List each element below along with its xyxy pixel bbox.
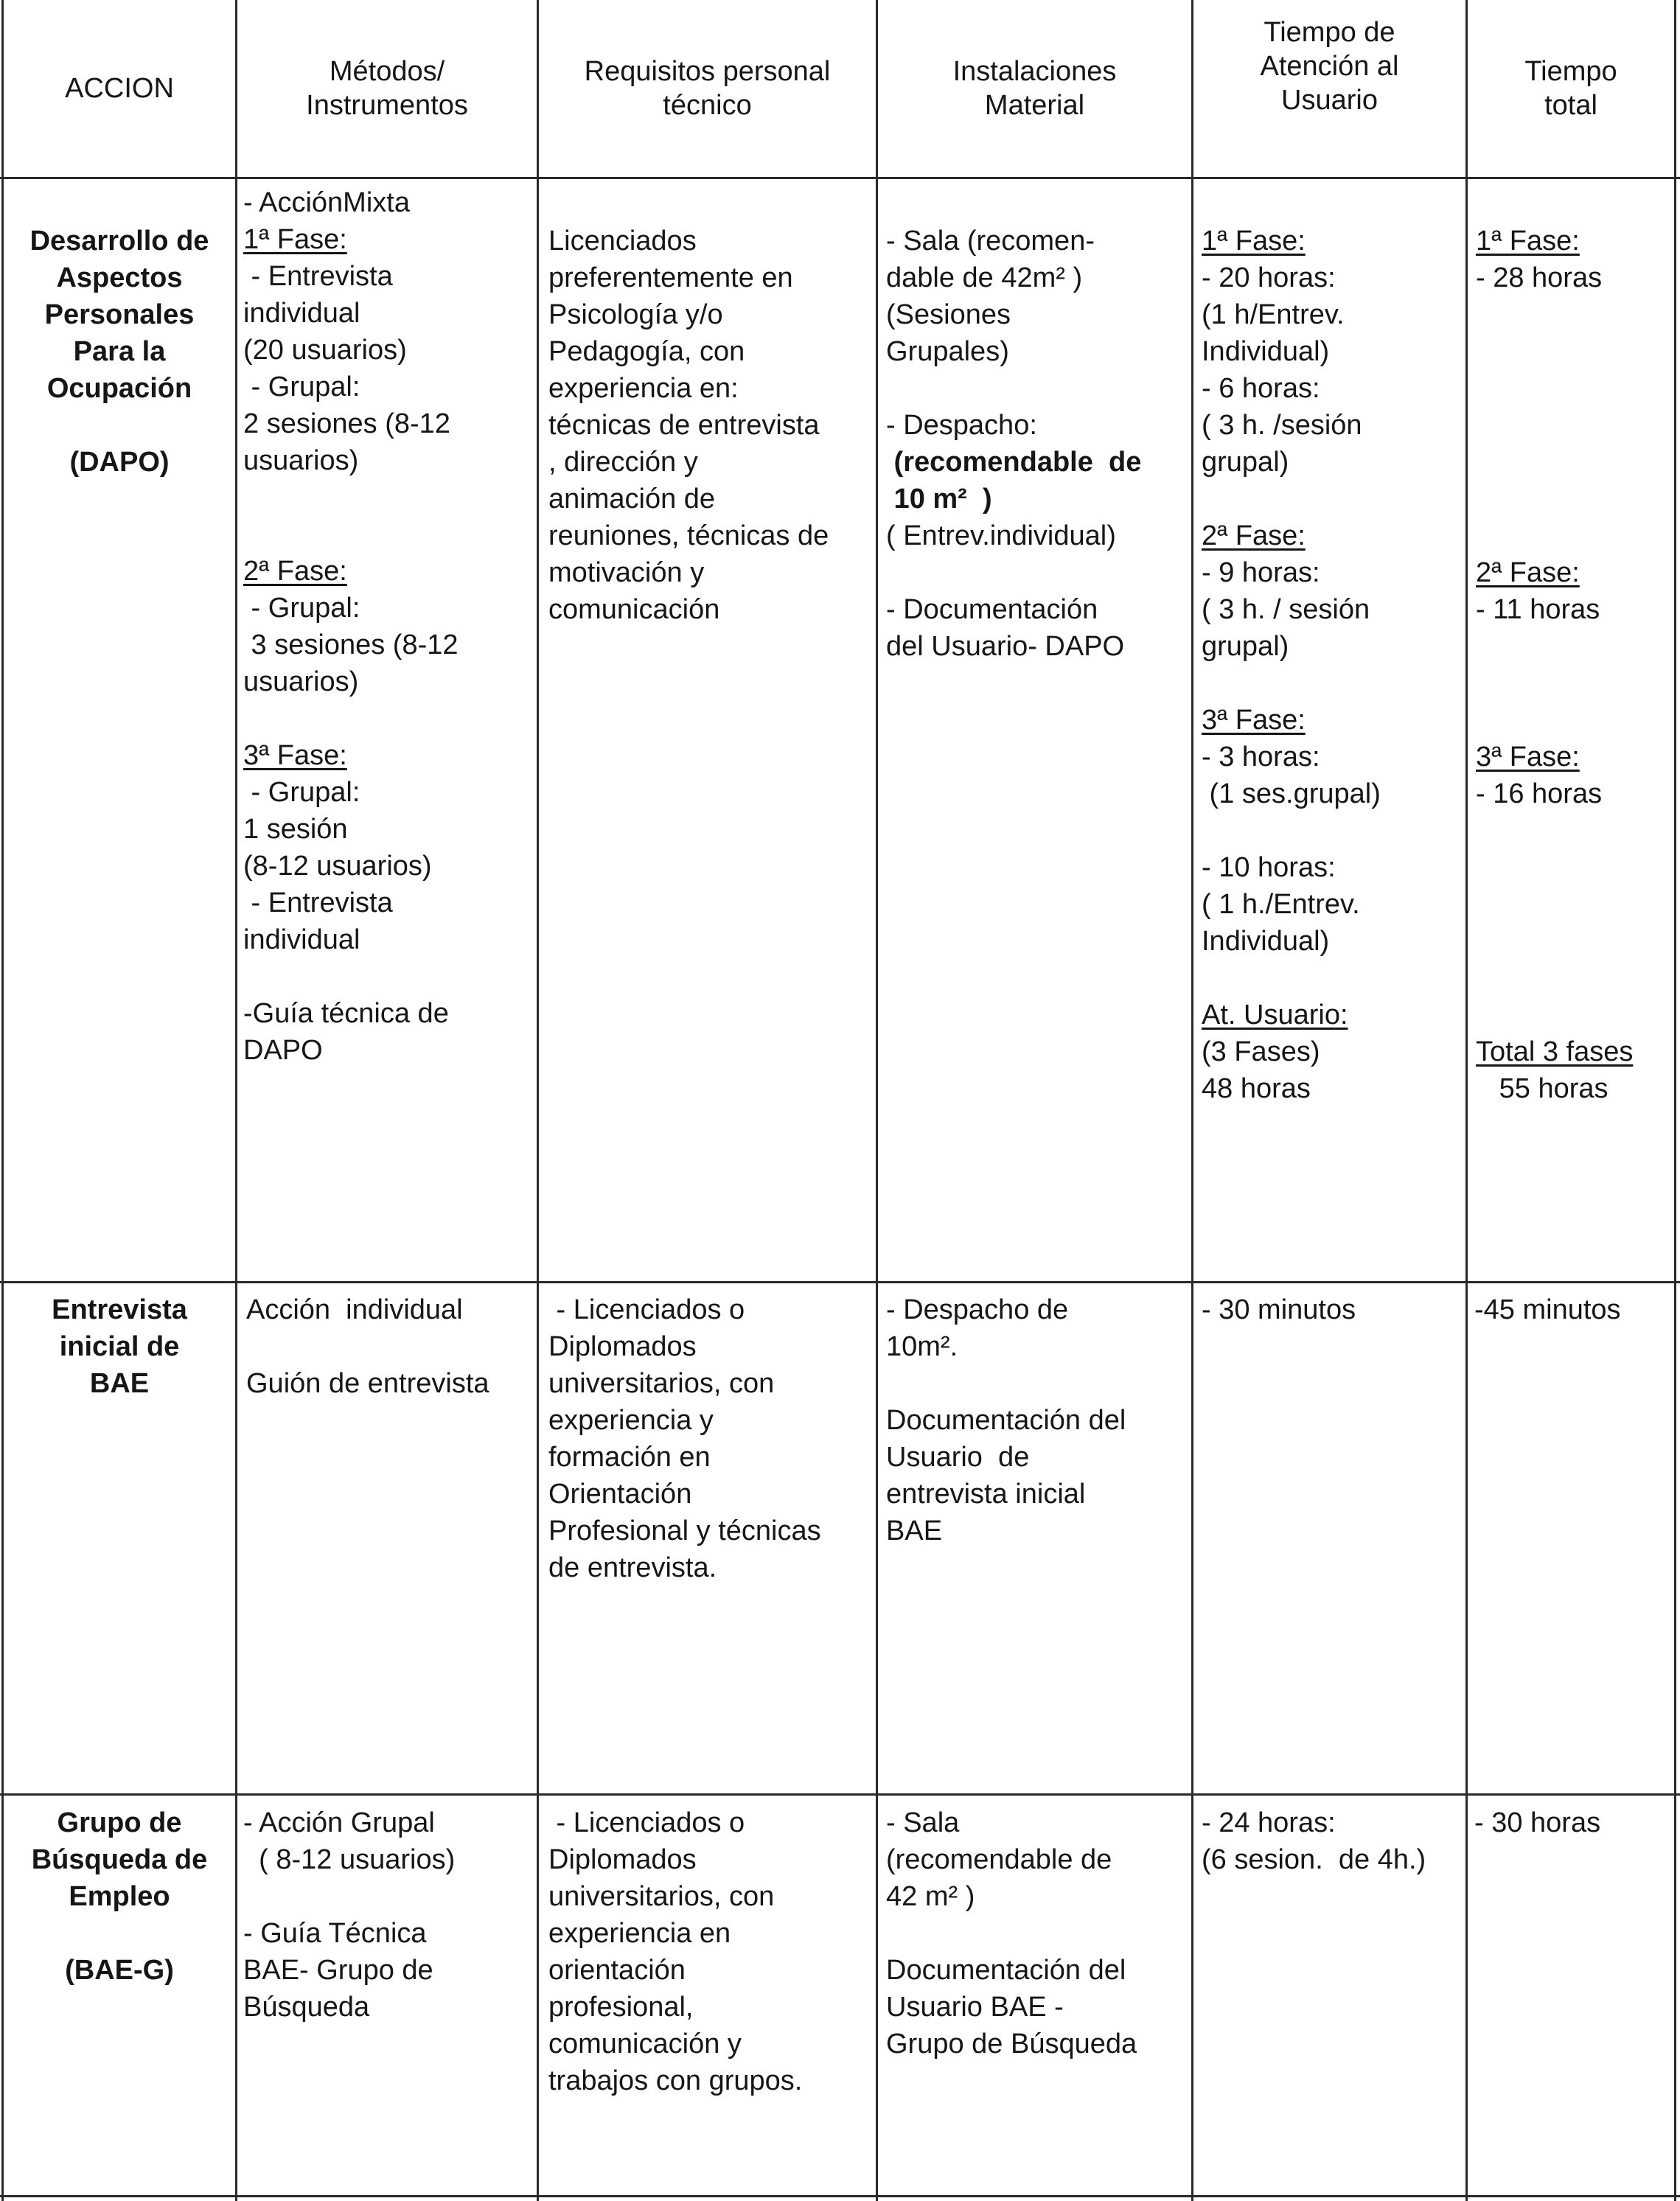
text-line: 1 sesión	[243, 814, 348, 845]
text-line: - Despacho de	[886, 1294, 1069, 1325]
text-line: Aspectos	[56, 262, 183, 293]
phase-heading: 2ª Fase:	[1202, 520, 1306, 551]
row-baeg-instalaciones	[886, 1804, 1190, 2062]
text-line	[1476, 481, 1673, 517]
text-line: Individual)	[1202, 926, 1330, 957]
text-line: Pedagogía, con	[548, 336, 745, 367]
text-line: - 30 minutos	[1202, 1294, 1356, 1325]
text-line: inicial de	[59, 1331, 180, 1362]
text-line: (recomendable de	[886, 447, 1142, 478]
text-line: individual	[243, 298, 360, 329]
text-line: grupal)	[1202, 631, 1289, 662]
text-line	[1476, 517, 1673, 554]
text-line: universitarios, con	[548, 1881, 775, 1912]
grid-line	[1, 0, 4, 2201]
text-line	[243, 479, 535, 516]
text-line: (20 usuarios)	[243, 335, 407, 366]
text-line	[886, 1915, 1190, 1952]
grid-line	[876, 0, 878, 2201]
header-metodos: Métodos/ Instrumentos	[306, 56, 468, 121]
phase-heading: 3ª Fase:	[1202, 705, 1306, 736]
row-dapo-accion	[4, 223, 234, 481]
text-line: universitarios, con	[548, 1368, 775, 1399]
text-line: - Acción Grupal	[243, 1807, 435, 1838]
row-bae-metodos	[246, 1291, 535, 1402]
text-line: Profesional y técnicas	[548, 1515, 821, 1546]
text-line	[4, 1915, 234, 1952]
text-line: BAE	[89, 1368, 150, 1399]
text-line: Documentación del	[886, 1405, 1126, 1436]
text-line: 55 horas	[1476, 1073, 1608, 1104]
grid-line	[0, 1793, 1680, 1796]
phase-heading: 2ª Fase:	[243, 556, 347, 587]
text-line: experiencia y	[548, 1405, 714, 1436]
text-line: trabajos con grupos.	[548, 2065, 803, 2096]
text-line: - 11 horas	[1476, 594, 1600, 625]
text-line: - 9 horas:	[1202, 557, 1320, 588]
text-line: - AcciónMixta	[243, 187, 410, 218]
text-line: Grupo de	[57, 1807, 182, 1838]
text-line: motivación y	[548, 557, 705, 588]
row-baeg-requisitos	[548, 1804, 874, 2099]
text-line: reuniones, técnicas de	[548, 520, 829, 551]
phase-heading: 3ª Fase:	[1476, 742, 1580, 772]
phase-heading: 1ª Fase:	[1476, 226, 1580, 257]
text-line: -Guía técnica de	[243, 998, 449, 1029]
text-line: (recomendable de	[886, 1844, 1112, 1875]
text-line: - Grupal:	[243, 593, 360, 624]
text-line: experiencia en:	[548, 373, 739, 404]
text-line: entrevista inicial	[886, 1479, 1086, 1510]
text-line: ( Entrev.individual)	[886, 520, 1116, 551]
row-bae-tiempo-atencion	[1202, 1291, 1464, 1328]
text-line	[1476, 370, 1673, 407]
grid-line	[0, 177, 1680, 179]
text-line: Usuario de	[886, 1442, 1030, 1473]
text-line: usuarios)	[243, 666, 359, 697]
phase-heading: 2ª Fase:	[1476, 557, 1580, 588]
text-line: Licenciados	[548, 226, 697, 257]
phase-heading: 1ª Fase:	[1202, 226, 1306, 257]
text-line	[1202, 481, 1464, 517]
text-line: Documentación del	[886, 1955, 1126, 1986]
phase-heading: 1ª Fase:	[243, 224, 347, 255]
text-line	[1476, 849, 1673, 886]
text-line	[886, 370, 1190, 407]
text-line: individual	[243, 924, 360, 955]
text-line: , dirección y	[548, 447, 698, 478]
text-line: 42 m² )	[886, 1881, 975, 1912]
text-line	[243, 958, 535, 995]
text-line: (BAE-G)	[65, 1955, 174, 1986]
text-line	[1476, 628, 1673, 665]
row-baeg-tiempo-total	[1474, 1804, 1673, 1841]
text-line: comunicación	[548, 594, 720, 625]
text-line: - 28 horas	[1476, 262, 1603, 293]
text-line	[1476, 444, 1673, 481]
text-line: - Sala	[886, 1807, 960, 1838]
text-line: Empleo	[69, 1881, 170, 1912]
text-line: - 3 horas:	[1202, 742, 1320, 772]
text-line: grupal)	[1202, 447, 1289, 478]
text-line: preferentemente en	[548, 262, 793, 293]
text-line: dable de 42m² )	[886, 262, 1083, 293]
text-line: (3 Fases)	[1202, 1036, 1320, 1067]
text-line	[243, 1878, 535, 1915]
text-line: (Sesiones	[886, 299, 1011, 330]
text-line: Acción individual	[246, 1294, 463, 1325]
header-accion: ACCION	[65, 73, 174, 104]
text-line	[1476, 407, 1673, 444]
text-line: - Documentación	[886, 594, 1098, 625]
text-line: - 6 horas:	[1202, 373, 1320, 404]
row-baeg-metodos	[243, 1804, 535, 2026]
text-line: - Despacho:	[886, 410, 1037, 441]
phase-heading: At. Usuario:	[1202, 1000, 1348, 1030]
text-line: Búsqueda	[243, 1992, 370, 2023]
text-line: - 20 horas:	[1202, 262, 1336, 293]
text-line	[886, 1365, 1190, 1402]
text-line: animación de	[548, 484, 716, 515]
text-line: del Usuario- DAPO	[886, 631, 1125, 662]
text-line: - Licenciados o	[548, 1807, 745, 1838]
text-line: de entrevista.	[548, 1552, 717, 1583]
text-line: formación en	[548, 1442, 711, 1473]
row-dapo-tiempo-atencion	[1202, 223, 1464, 1107]
row-bae-requisitos	[548, 1291, 874, 1586]
text-line	[1476, 296, 1673, 333]
text-line: - Grupal:	[243, 372, 360, 402]
text-line: Desarrollo de	[29, 226, 209, 257]
text-line: -45 minutos	[1474, 1294, 1621, 1325]
text-line: BAE	[886, 1515, 943, 1546]
text-line: Individual)	[1202, 336, 1330, 367]
text-line: Búsqueda de	[31, 1844, 208, 1875]
text-line: - Sala (recomen-	[886, 226, 1095, 257]
text-line	[4, 407, 234, 444]
header-instalaciones: Instalaciones Material	[952, 56, 1117, 121]
text-line: ( 3 h. / sesión	[1202, 594, 1370, 625]
text-line: comunicación y	[548, 2029, 742, 2059]
text-line: Diplomados	[548, 1331, 697, 1362]
text-line: Orientación	[548, 1479, 692, 1510]
text-line	[1476, 923, 1673, 960]
text-line: DAPO	[243, 1035, 323, 1066]
text-line	[1202, 812, 1464, 849]
text-line: ( 8-12 usuarios)	[243, 1844, 456, 1875]
text-line: experiencia en	[548, 1918, 731, 1949]
text-line: - 16 horas	[1476, 778, 1603, 809]
text-line: - Guía Técnica	[243, 1918, 427, 1949]
row-bae-accion	[4, 1291, 234, 1402]
text-line	[1476, 886, 1673, 923]
text-line: - 30 horas	[1474, 1807, 1601, 1838]
text-line: - Entrevista	[243, 261, 393, 292]
text-line: Ocupación	[46, 373, 192, 404]
text-line	[1202, 960, 1464, 997]
text-line	[1476, 665, 1673, 702]
text-line: Diplomados	[548, 1844, 697, 1875]
text-line: Usuario BAE -	[886, 1992, 1064, 2023]
text-line: - 24 horas:	[1202, 1807, 1336, 1838]
header-tiempo-atencion: Tiempo de Atención al Usuario	[1260, 17, 1399, 116]
row-dapo-instalaciones	[886, 223, 1190, 665]
grid-line	[1191, 0, 1193, 2201]
header-requisitos: Requisitos personal técnico	[584, 56, 831, 121]
row-dapo-metodos	[243, 184, 535, 1069]
text-line	[1476, 960, 1673, 997]
text-line: ( 1 h./Entrev.	[1202, 889, 1360, 920]
row-dapo-requisitos	[548, 223, 874, 628]
text-line: (1 ses.grupal)	[1202, 778, 1381, 809]
grid-line	[0, 2195, 1680, 2197]
row-dapo-tiempo-total	[1476, 223, 1673, 1107]
text-line: 10m².	[886, 1331, 958, 1362]
text-line	[886, 554, 1190, 591]
text-line: Personales	[44, 299, 195, 330]
text-line: - Grupal:	[243, 777, 360, 808]
text-line: Guión de entrevista	[246, 1368, 489, 1399]
text-line: (8-12 usuarios)	[243, 851, 432, 882]
grid-line	[1465, 0, 1468, 2201]
text-line	[246, 1328, 535, 1365]
text-line	[243, 700, 535, 737]
text-line: ( 3 h. /sesión	[1202, 410, 1362, 441]
text-line: Grupo de Búsqueda	[886, 2029, 1137, 2059]
text-line: Entrevista	[52, 1294, 187, 1325]
text-line: - 10 horas:	[1202, 852, 1336, 883]
row-baeg-accion	[4, 1804, 234, 1989]
text-line	[1476, 812, 1673, 849]
text-line: Psicología y/o	[548, 299, 723, 330]
text-line: (6 sesion. de 4h.)	[1202, 1844, 1426, 1875]
row-bae-instalaciones	[886, 1291, 1190, 1549]
text-line	[1476, 997, 1673, 1033]
row-bae-tiempo-total	[1474, 1291, 1673, 1328]
text-line	[243, 516, 535, 553]
text-line: Grupales)	[886, 336, 1009, 367]
text-line: 3 sesiones (8-12	[243, 629, 459, 660]
text-line: (DAPO)	[69, 447, 170, 478]
text-line: (1 h/Entrev.	[1202, 299, 1345, 330]
text-line: - Licenciados o	[548, 1294, 745, 1325]
text-line	[1476, 702, 1673, 739]
text-line: - Entrevista	[243, 887, 393, 918]
text-line	[1476, 333, 1673, 370]
text-line: orientación	[548, 1955, 686, 1986]
row-baeg-tiempo-atencion	[1202, 1804, 1464, 1878]
text-line	[1202, 665, 1464, 702]
grid-line	[1674, 0, 1676, 2201]
grid-line	[235, 0, 237, 2201]
text-line: profesional,	[548, 1992, 694, 2023]
text-line: 48 horas	[1202, 1073, 1311, 1104]
text-line: técnicas de entrevista	[548, 410, 820, 441]
phase-heading: 3ª Fase:	[243, 740, 347, 771]
text-line: BAE- Grupo de	[243, 1955, 433, 1986]
text-line: 10 m² )	[886, 484, 992, 515]
total-heading: Total 3 fases	[1476, 1036, 1634, 1067]
grid-line	[537, 0, 539, 2201]
grid-line	[0, 1281, 1680, 1283]
text-line: 2 sesiones (8-12	[243, 408, 450, 439]
text-line: usuarios)	[243, 445, 359, 476]
text-line: Para la	[73, 336, 166, 367]
header-tiempo-total: Tiempo total	[1524, 56, 1617, 121]
